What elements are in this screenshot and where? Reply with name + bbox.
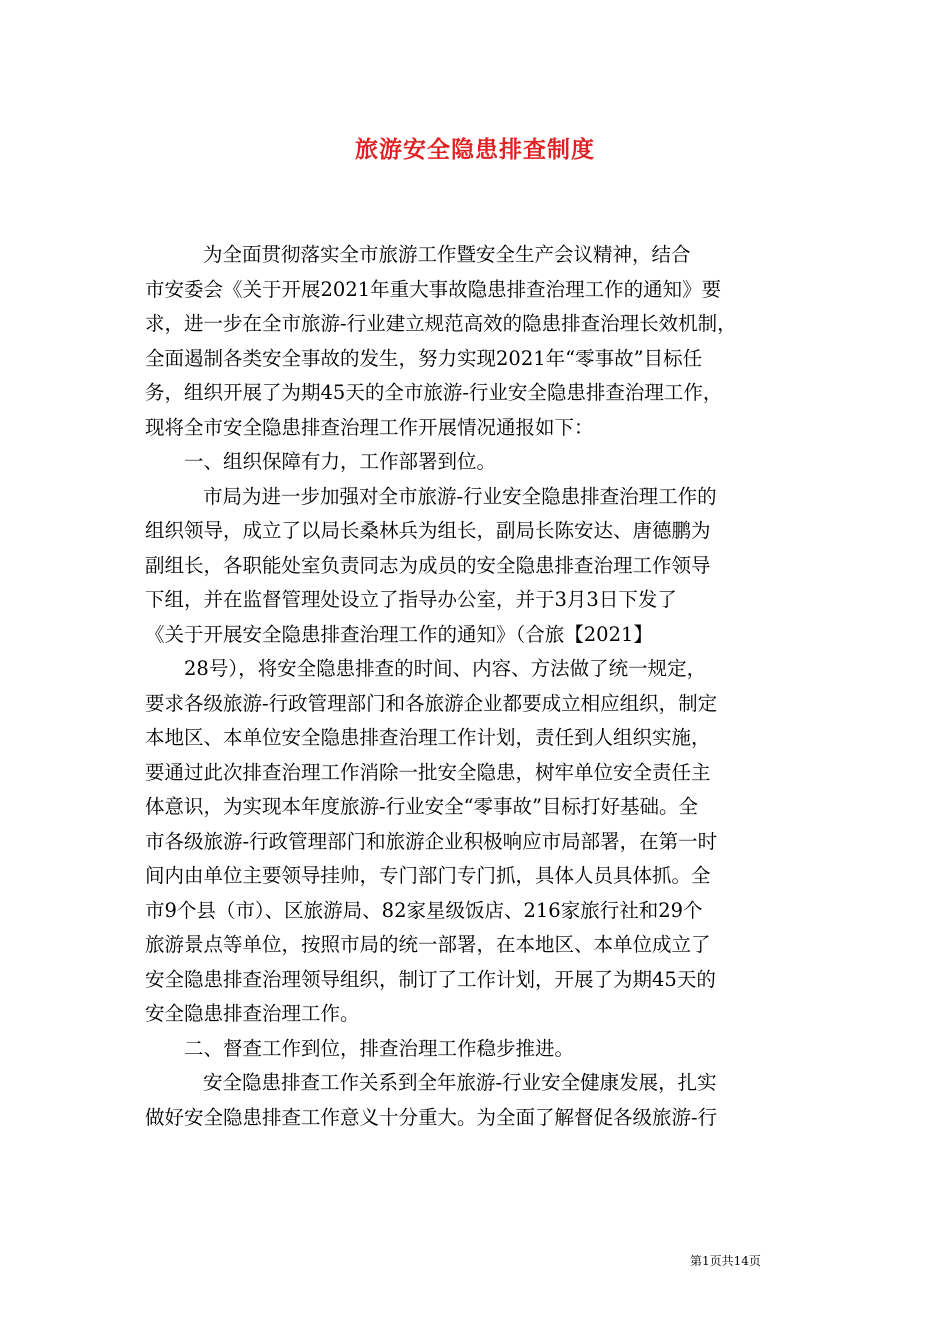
body-line: 安全隐患排查工作关系到全年旅游-行业安全健康发展，扎实 [203, 1071, 717, 1094]
body-line: 市9个县（市）、区旅游局、82家星级饭店、216家旅行社和29个 [145, 899, 703, 922]
document-title: 旅游安全隐患排查制度 [355, 136, 595, 163]
body-line: 全面遏制各类安全事故的发生，努力实现2021年“零事故”目标任 [145, 347, 703, 370]
body-line: 安全隐患排查治理工作。 [145, 1002, 360, 1025]
body-line: 组织领导，成立了以局长桑林兵为组长，副局长陈安达、唐德鹏为 [145, 519, 711, 542]
body-line: 为全面贯彻落实全市旅游工作暨安全生产会议精神，结合 [203, 243, 691, 266]
section-heading: 二、督查工作到位，排查治理工作稳步推进。 [184, 1037, 575, 1060]
body-line: 《关于开展安全隐患排查治理工作的通知》（合旅【2021】 [145, 623, 653, 646]
body-line: 旅游景点等单位，按照市局的统一部署，在本地区、本单位成立了 [145, 933, 711, 956]
body-line: 要求各级旅游-行政管理部门和各旅游企业都要成立相应组织，制定 [145, 692, 718, 715]
body-line: 安全隐患排查治理领导组织，制订了工作计划，开展了为期45天的 [145, 968, 716, 991]
body-line: 求，进一步在全市旅游-行业建立规范高效的隐患排查治理长效机制， [145, 312, 737, 335]
body-line: 做好安全隐患排查工作意义十分重大。为全面了解督促各级旅游-行 [145, 1106, 718, 1129]
body-line: 务，组织开展了为期45天的全市旅游-行业安全隐患排查治理工作， [145, 381, 723, 404]
body-line: 市安委会《关于开展2021年重大事故隐患排查治理工作的通知》要 [145, 278, 722, 301]
body-line: 本地区、本单位安全隐患排查治理工作计划，责任到人组织实施， [145, 726, 711, 749]
body-line: 要通过此次排查治理工作消除一批安全隐患，树牢单位安全责任主 [145, 761, 711, 784]
body-line: 下组，并在监督管理处设立了指导办公室，并于3月3日下发了 [145, 588, 677, 611]
body-line: 体意识，为实现本年度旅游-行业安全“零事故”目标打好基础。全 [145, 795, 699, 818]
body-line: 28号），将安全隐患排查的时间、内容、方法做了统一规定， [184, 657, 707, 680]
body-line: 现将全市安全隐患排查治理工作开展情况通报如下： [145, 416, 594, 439]
section-heading: 一、组织保障有力，工作部署到位。 [184, 450, 497, 473]
body-line: 副组长，各职能处室负责同志为成员的安全隐患排查治理工作领导 [145, 554, 711, 577]
page-number: 第1页共14页 [690, 1254, 761, 1268]
body-line: 市各级旅游-行政管理部门和旅游企业积极响应市局部署，在第一时 [145, 830, 718, 853]
body-line: 间内由单位主要领导挂帅，专门部门专门抓，具体人员具体抓。全 [145, 864, 711, 887]
body-line: 市局为进一步加强对全市旅游-行业安全隐患排查治理工作的 [203, 485, 717, 508]
